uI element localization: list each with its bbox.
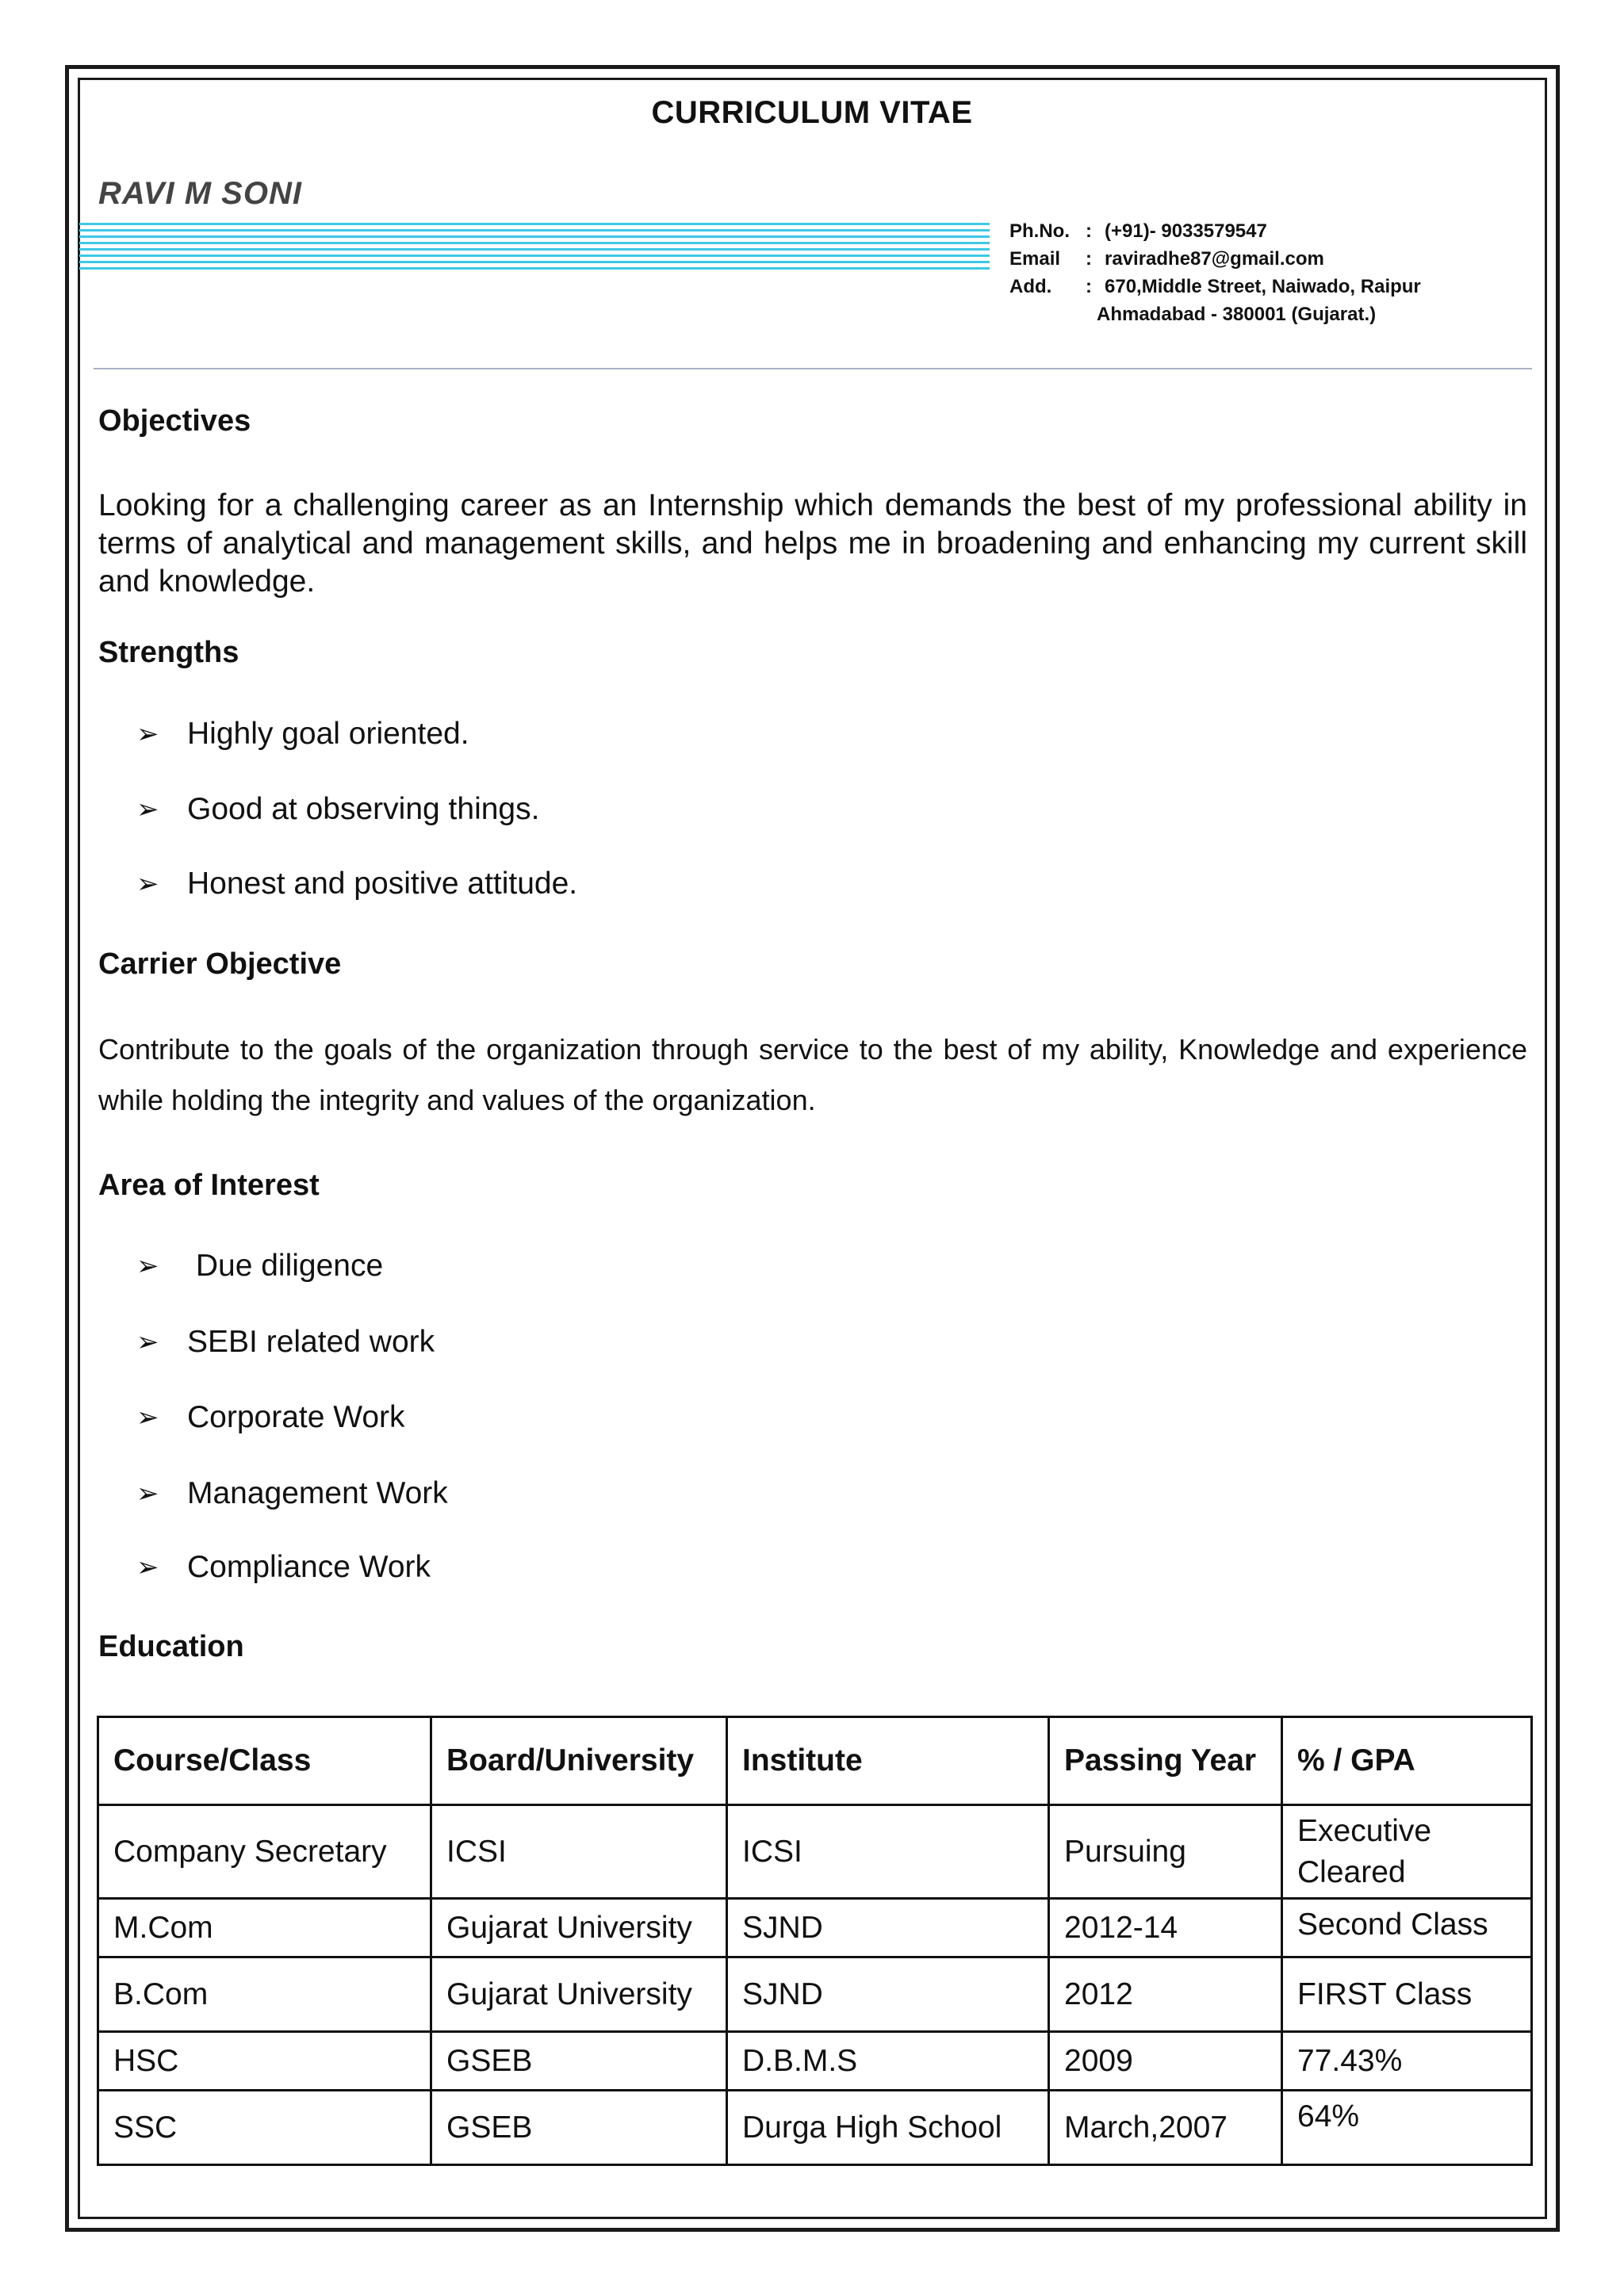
table-row: SSC GSEB Durga High School March,2007 64% (98, 2091, 1532, 2165)
candidate-name: RAVI M SONI (98, 176, 302, 211)
arrow-bullet-icon: ➢ (136, 719, 159, 749)
address-label: Add. (1009, 276, 1052, 297)
column-header: Course/Class (98, 1717, 431, 1805)
interest-item: ➢ Compliance Work (136, 1550, 431, 1584)
table-row: Company Secretary ICSI ICSI Pursuing Executive Cleared (98, 1805, 1532, 1899)
strength-item: ➢ Highly goal oriented. (136, 717, 469, 751)
phone-value: (+91)- 9033579547 (1105, 220, 1267, 242)
strength-item: ➢ Good at observing things. (136, 792, 540, 826)
decorative-stripes (79, 223, 990, 274)
address-line-2: Ahmadabad - 380001 (Gujarat.) (1097, 304, 1377, 325)
phone-label: Ph.No. (1009, 220, 1070, 242)
interest-item: ➢ Corporate Work (136, 1400, 405, 1434)
address-line-1: 670,Middle Street, Naiwado, Raipur (1105, 276, 1421, 297)
column-header: Institute (727, 1717, 1049, 1805)
education-table (97, 1716, 1533, 2166)
arrow-bullet-icon: ➢ (136, 794, 159, 825)
arrow-bullet-icon: ➢ (136, 869, 159, 899)
arrow-bullet-icon: ➢ (136, 1251, 159, 1281)
strength-item: ➢ Honest and positive attitude. (136, 867, 578, 901)
objectives-text: Looking for a challenging career as an Internship which demands the best of my professional ability in terms of analytical and management skills, and helps me in broadening and enhancing my current skill and knowledge. (98, 488, 1527, 599)
header-divider (94, 368, 1532, 369)
table-header-row (98, 1717, 1532, 1805)
email-value: raviradhe87@gmail.com (1105, 248, 1324, 270)
interest-item: ➢ Management Work (136, 1476, 448, 1510)
arrow-bullet-icon: ➢ (136, 1402, 159, 1433)
strengths-heading: Strengths (98, 636, 239, 669)
document-title: CURRICULUM VITAE (651, 95, 973, 130)
email-label: Email (1009, 248, 1061, 270)
arrow-bullet-icon: ➢ (136, 1327, 159, 1357)
arrow-bullet-icon: ➢ (136, 1552, 159, 1582)
table-row: M.Com Gujarat University SJND 2012-14 Second Class (98, 1899, 1532, 1957)
carrier-objective-text: Contribute to the goals of the organization through service to the best of my ability, Knowledge and experience while holding the integrity and values of the organization. (98, 1033, 1527, 1116)
column-header: Board/University (431, 1717, 727, 1805)
arrow-bullet-icon: ➢ (136, 1479, 159, 1509)
column-header: Passing Year (1049, 1717, 1282, 1805)
table-row: B.Com Gujarat University SJND 2012 FIRST Class (98, 1957, 1532, 2032)
contact-block: Ph.No. : (+91)- 9033579547 Email : raviradhe87@gmail.com Add. : 670,Middle Street, Naiwado, Raipur Ahmadabad - 380001 (Gujarat.) (1009, 217, 1421, 328)
education-heading: Education (98, 1630, 244, 1663)
carrier-objective-heading: Carrier Objective (98, 947, 342, 981)
interest-item: ➢ SEBI related work (136, 1325, 435, 1359)
interest-item: ➢ Due diligence (136, 1249, 384, 1283)
objectives-heading: Objectives (98, 404, 251, 438)
area-of-interest-heading: Area of Interest (98, 1169, 320, 1202)
table-row: HSC GSEB D.B.M.S 2009 77.43% (98, 2032, 1532, 2091)
column-header: % / GPA (1282, 1717, 1532, 1805)
